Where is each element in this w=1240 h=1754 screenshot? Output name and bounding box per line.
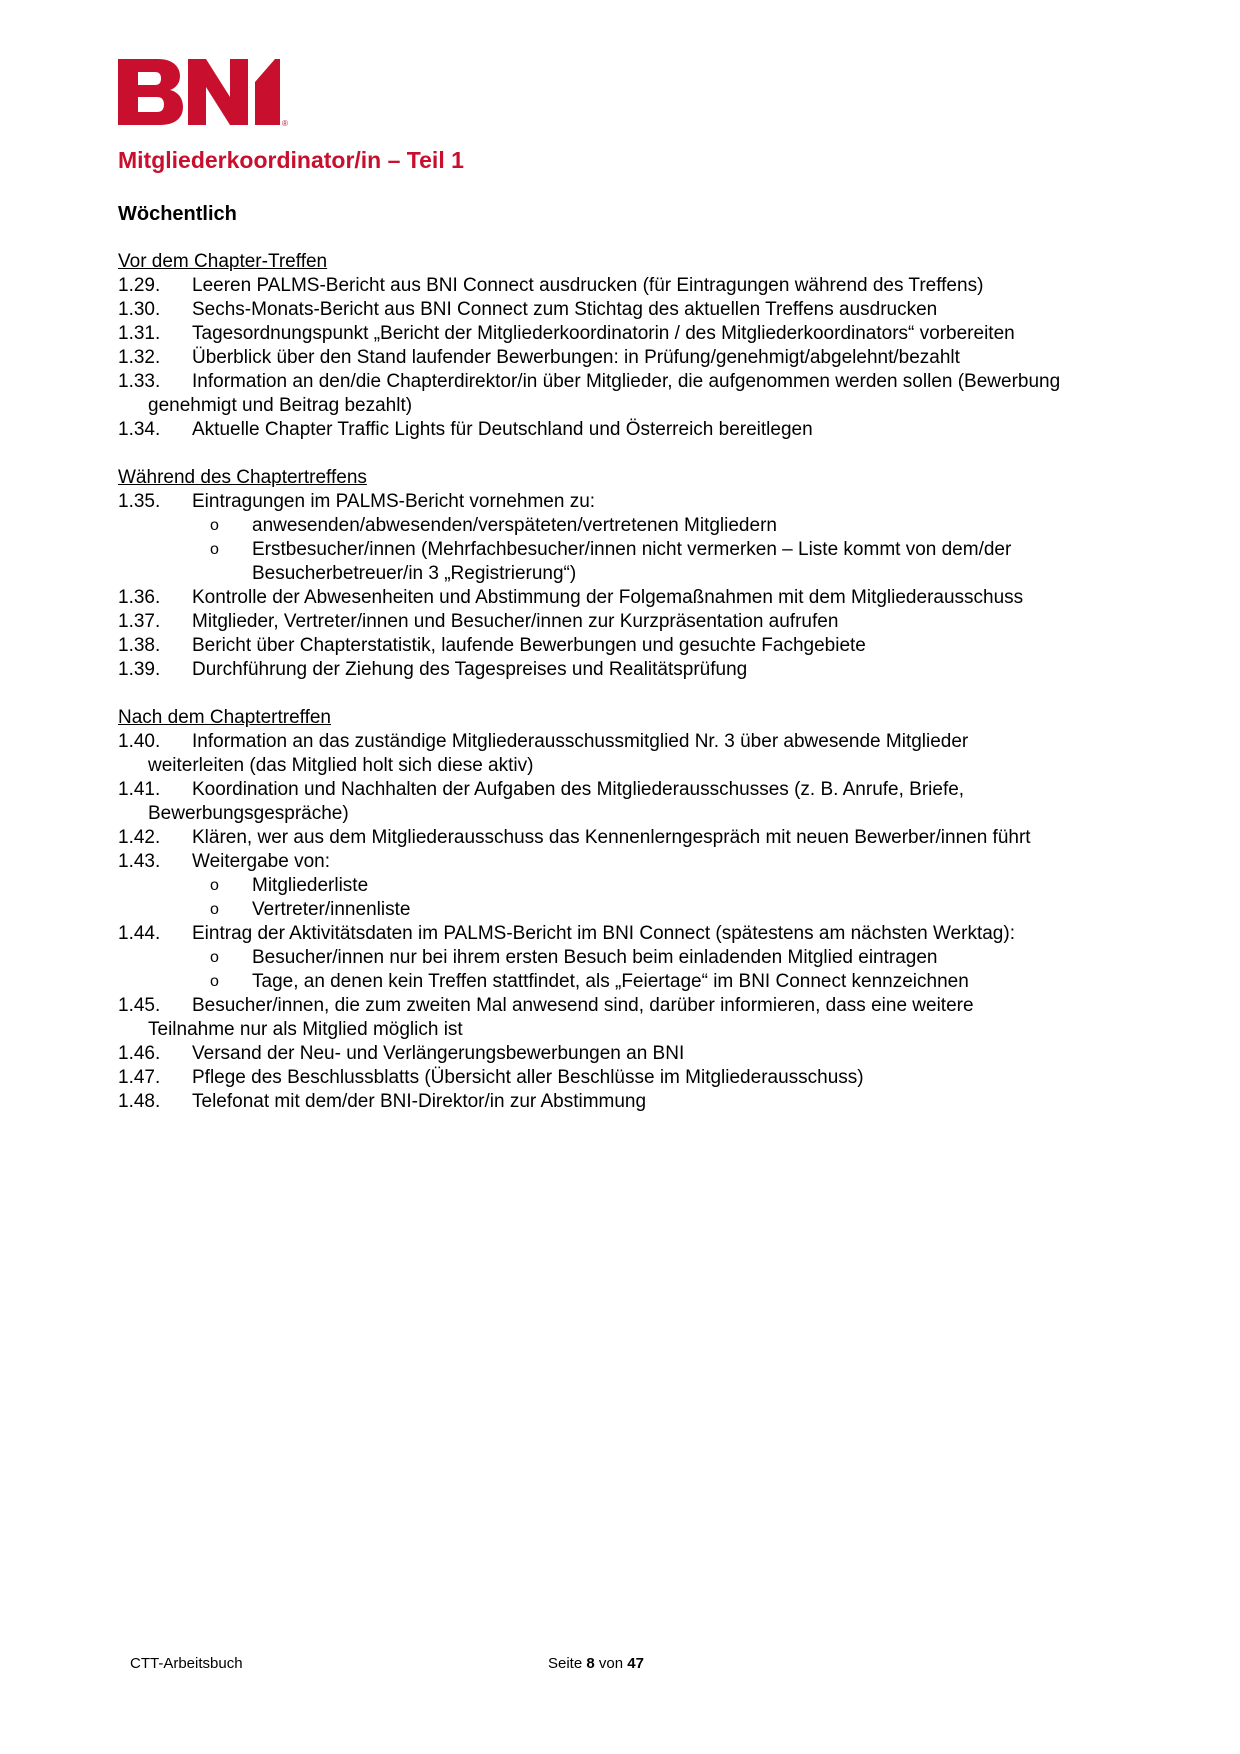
page-prefix: Seite [548, 1655, 583, 1672]
item-text-continued: genehmigt und Beitrag bezahlt) [148, 395, 413, 416]
bullet-circle-icon: o [210, 901, 219, 918]
list-item [118, 370, 1158, 418]
item-number: 1.40. [118, 731, 161, 752]
svg-text:®: ® [282, 119, 288, 127]
sub-item-text: Tage, an denen kein Treffen stattfindet, als „Feiertage“ im BNI Connect kennzeichnen [252, 971, 969, 992]
list-item [118, 610, 1158, 634]
section-heading: Nach dem Chaptertreffen [118, 707, 331, 728]
section-block [118, 250, 1158, 442]
item-number: 1.30. [118, 299, 161, 320]
section-heading: Vor dem Chapter-Treffen [118, 251, 328, 272]
item-text: Kontrolle der Abwesenheiten und Abstimmung der Folgemaßnahmen mit dem Mitgliederausschuss [192, 587, 1024, 608]
item-number: 1.35. [118, 491, 161, 512]
item-text: Koordination und Nachhalten der Aufgaben des Mitgliederausschusses (z. B. Anrufe, Briefe, [192, 779, 965, 800]
item-text: Pflege des Beschlussblatts (Übersicht aller Beschlüsse im Mitgliederausschuss) [192, 1067, 864, 1088]
item-text: Mitglieder, Vertreter/innen und Besucher/innen zur Kurzpräsentation aufrufen [192, 611, 839, 632]
sub-item-text-continued: Besucherbetreuer/in 3 „Registrierung“) [252, 563, 577, 584]
item-text: Aktuelle Chapter Traffic Lights für Deutschland und Österreich bereitlegen [192, 419, 813, 440]
item-text: Überblick über den Stand laufender Bewerbungen: in Prüfung/genehmigt/abgelehnt/bezahlt [192, 347, 960, 368]
item-text: Weitergabe von: [192, 851, 331, 872]
item-text: Bericht über Chapterstatistik, laufende Bewerbungen und gesuchte Fachgebiete [192, 635, 866, 656]
item-text: Sechs-Monats-Bericht aus BNI Connect zum Stichtag des aktuellen Treffens ausdrucken [192, 299, 938, 320]
section-heading: Während des Chaptertreffens [118, 467, 367, 488]
section-block [118, 466, 1158, 682]
page-total: 47 [627, 1655, 644, 1672]
item-text: Eintrag der Aktivitätsdaten im PALMS-Bericht im BNI Connect (spätestens am nächsten Werktag): [192, 923, 1015, 944]
list-item [118, 826, 1158, 850]
sub-list-item [118, 946, 1158, 970]
item-number: 1.41. [118, 779, 161, 800]
item-text: Besucher/innen, die zum zweiten Mal anwesend sind, darüber informieren, dass eine weitere [192, 995, 974, 1016]
item-number: 1.43. [118, 851, 161, 872]
footer-page-number [548, 1655, 644, 1672]
bullet-circle-icon: o [210, 517, 219, 534]
bullet-circle-icon: o [210, 949, 219, 966]
bullet-circle-icon: o [210, 877, 219, 894]
list-item [118, 322, 1158, 346]
sub-item-text: Mitgliederliste [252, 875, 369, 896]
item-number: 1.31. [118, 323, 161, 344]
section-subtitle: Wöchentlich [118, 203, 237, 225]
footer-doc-name: CTT-Arbeitsbuch [130, 1655, 243, 1672]
bullet-circle-icon: o [210, 973, 219, 990]
item-number: 1.34. [118, 419, 161, 440]
list-item [118, 586, 1158, 610]
bullet-circle-icon: o [210, 541, 219, 558]
page-title: Mitgliederkoordinator/in – Teil 1 [118, 147, 464, 173]
item-text: Information an das zuständige Mitgliederausschussmitglied Nr. 3 über abwesende Mitglieder [192, 731, 969, 752]
item-number: 1.45. [118, 995, 161, 1016]
item-text: Information an den/die Chapterdirektor/in über Mitglieder, die aufgenommen werden sollen (Bewerbung [192, 371, 1061, 392]
task-list [118, 250, 1158, 1138]
item-number: 1.32. [118, 347, 161, 368]
list-item [118, 490, 1158, 514]
item-text-continued: Teilnahme nur als Mitglied möglich ist [148, 1019, 463, 1040]
item-text: Versand der Neu- und Verlängerungsbewerbungen an BNI [192, 1043, 685, 1064]
item-number: 1.44. [118, 923, 161, 944]
sub-item-text: Erstbesucher/innen (Mehrfachbesucher/innen nicht vermerken – Liste kommt von dem/der [252, 539, 1012, 560]
list-item [118, 274, 1158, 298]
list-item [118, 1042, 1158, 1066]
section-block [118, 706, 1158, 1114]
list-item [118, 994, 1158, 1042]
list-item [118, 658, 1158, 682]
item-text: Leeren PALMS-Bericht aus BNI Connect ausdrucken (für Eintragungen während des Treffens) [192, 275, 984, 296]
list-item [118, 346, 1158, 370]
item-text: Durchführung der Ziehung des Tagespreises und Realitätsprüfung [192, 659, 748, 680]
item-number: 1.42. [118, 827, 161, 848]
item-number: 1.29. [118, 275, 161, 296]
item-number: 1.36. [118, 587, 161, 608]
list-item [118, 634, 1158, 658]
sub-list-item [118, 538, 1158, 586]
sub-list-item [118, 514, 1158, 538]
page-current: 8 [586, 1655, 595, 1672]
sub-list-item [118, 898, 1158, 922]
list-item [118, 418, 1158, 442]
item-number: 1.37. [118, 611, 161, 632]
sub-list-item [118, 970, 1158, 994]
item-text-continued: weiterleiten (das Mitglied holt sich diese aktiv) [148, 755, 534, 776]
item-text: Tagesordnungspunkt „Bericht der Mitgliederkoordinatorin / des Mitgliederkoordinators“ vorbereiten [192, 323, 1015, 344]
sub-list-item [118, 874, 1158, 898]
bni-logo [118, 57, 294, 127]
list-item [118, 1066, 1158, 1090]
list-item [118, 922, 1158, 946]
item-number: 1.33. [118, 371, 161, 392]
item-text: Klären, wer aus dem Mitgliederausschuss das Kennenlerngespräch mit neuen Bewerber/innen führt [192, 827, 1031, 848]
page-separator: von [598, 1655, 624, 1672]
list-item [118, 298, 1158, 322]
sub-item-text: Besucher/innen nur bei ihrem ersten Besuch beim einladenden Mitglied eintragen [252, 947, 938, 968]
item-number: 1.47. [118, 1067, 161, 1088]
list-item [118, 730, 1158, 778]
list-item [118, 850, 1158, 874]
item-number: 1.46. [118, 1043, 161, 1064]
list-item [118, 778, 1158, 826]
item-text-continued: Bewerbungsgespräche) [148, 803, 349, 824]
item-number: 1.39. [118, 659, 161, 680]
item-number: 1.48. [118, 1091, 161, 1112]
list-item [118, 1090, 1158, 1114]
sub-item-text: anwesenden/abwesenden/verspäteten/vertretenen Mitgliedern [252, 515, 777, 536]
item-text: Eintragungen im PALMS-Bericht vornehmen zu: [192, 491, 596, 512]
item-text: Telefonat mit dem/der BNI-Direktor/in zur Abstimmung [192, 1091, 647, 1112]
sub-item-text: Vertreter/innenliste [252, 899, 411, 920]
item-number: 1.38. [118, 635, 161, 656]
